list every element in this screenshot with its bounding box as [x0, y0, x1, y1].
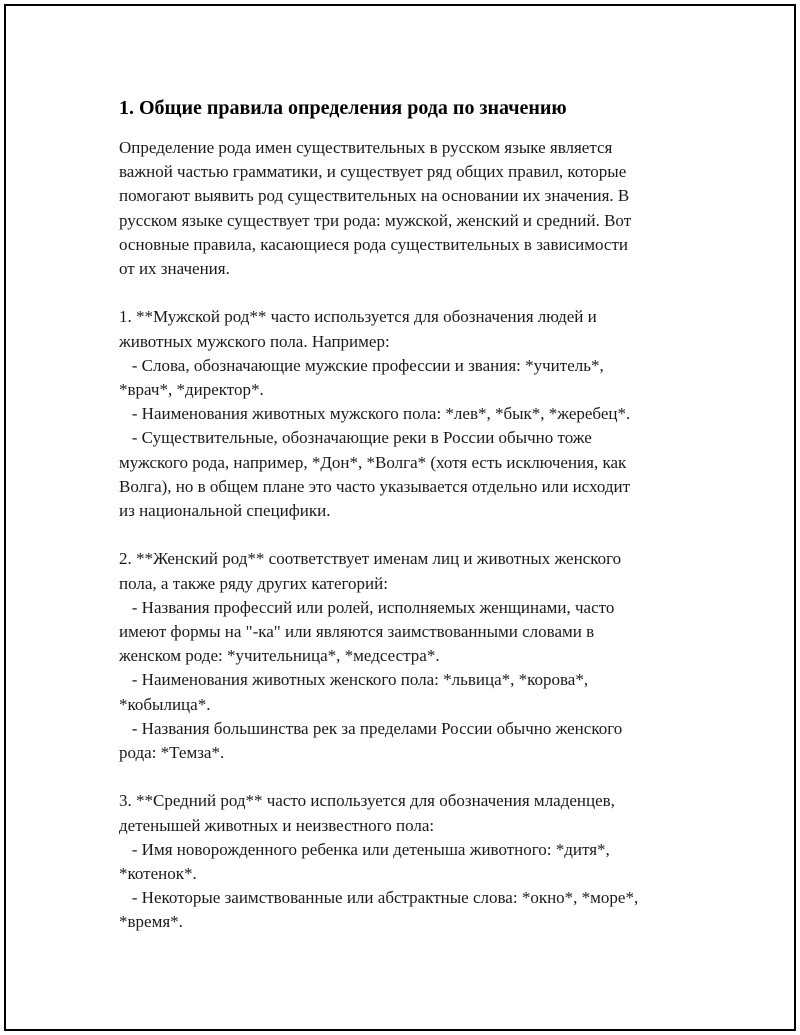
- neuter-gender-section: 3. **Средний род** часто используется для обозначения младенцев, детенышей животных и неизвестного пола: - Имя новорожденного ребенка или детеныша животного: *дитя*, *котенок*. - Некоторые заимствованные или абстрактные слова: *окно*, *море*, *время*.: [119, 791, 639, 932]
- feminine-gender-section: 2. **Женский род** соответствует именам лиц и животных женского пола, а также ряду других категорий: - Названия профессий или ролей, исполняемых женщинами, часто имеют формы на "-ка" или являются заимствованными словами в женском роде: *учительница*, *медсестра*. - Наименования животных женского пола: *львица*, *корова*, *кобылица*. - Названия большинства рек за пределами России обычно женского рода: *Темза*.: [119, 549, 623, 763]
- paragraph-gap: [119, 523, 689, 547]
- masculine-gender-section: 1. **Мужской род** часто используется для обозначения людей и животных мужского пола. Например: - Слова, обозначающие мужские профессии и звания: *учитель*, *врач*, *директор*. - Наименования животных мужского пола: *лев*, *бык*, *жеребец*. - Существительные, обозначающие реки в России обычно тоже мужского рода, например, *Дон*, *Волга* (хотя есть исключения, как Волга), но в общем плане это часто указывается отдельно или исходит из национальной специфики.: [119, 307, 631, 521]
- section-heading: 1. Общие правила определения рода по значению: [119, 97, 567, 119]
- intro-paragraph: Определение рода имен существительных в русском языке является важной частью грамматики, и существует ряд общих правил, которые помогают выявить род существительных на основании их значения. В русском языке существует три рода: мужской, женский и средний. Вот основные правила, касающиеся рода существительных в зависимости от их значения.: [119, 138, 632, 279]
- paragraph-gap: [119, 765, 689, 789]
- document-page: [4, 4, 796, 1031]
- paragraph-gap: [119, 281, 689, 305]
- document-content: [119, 94, 689, 935]
